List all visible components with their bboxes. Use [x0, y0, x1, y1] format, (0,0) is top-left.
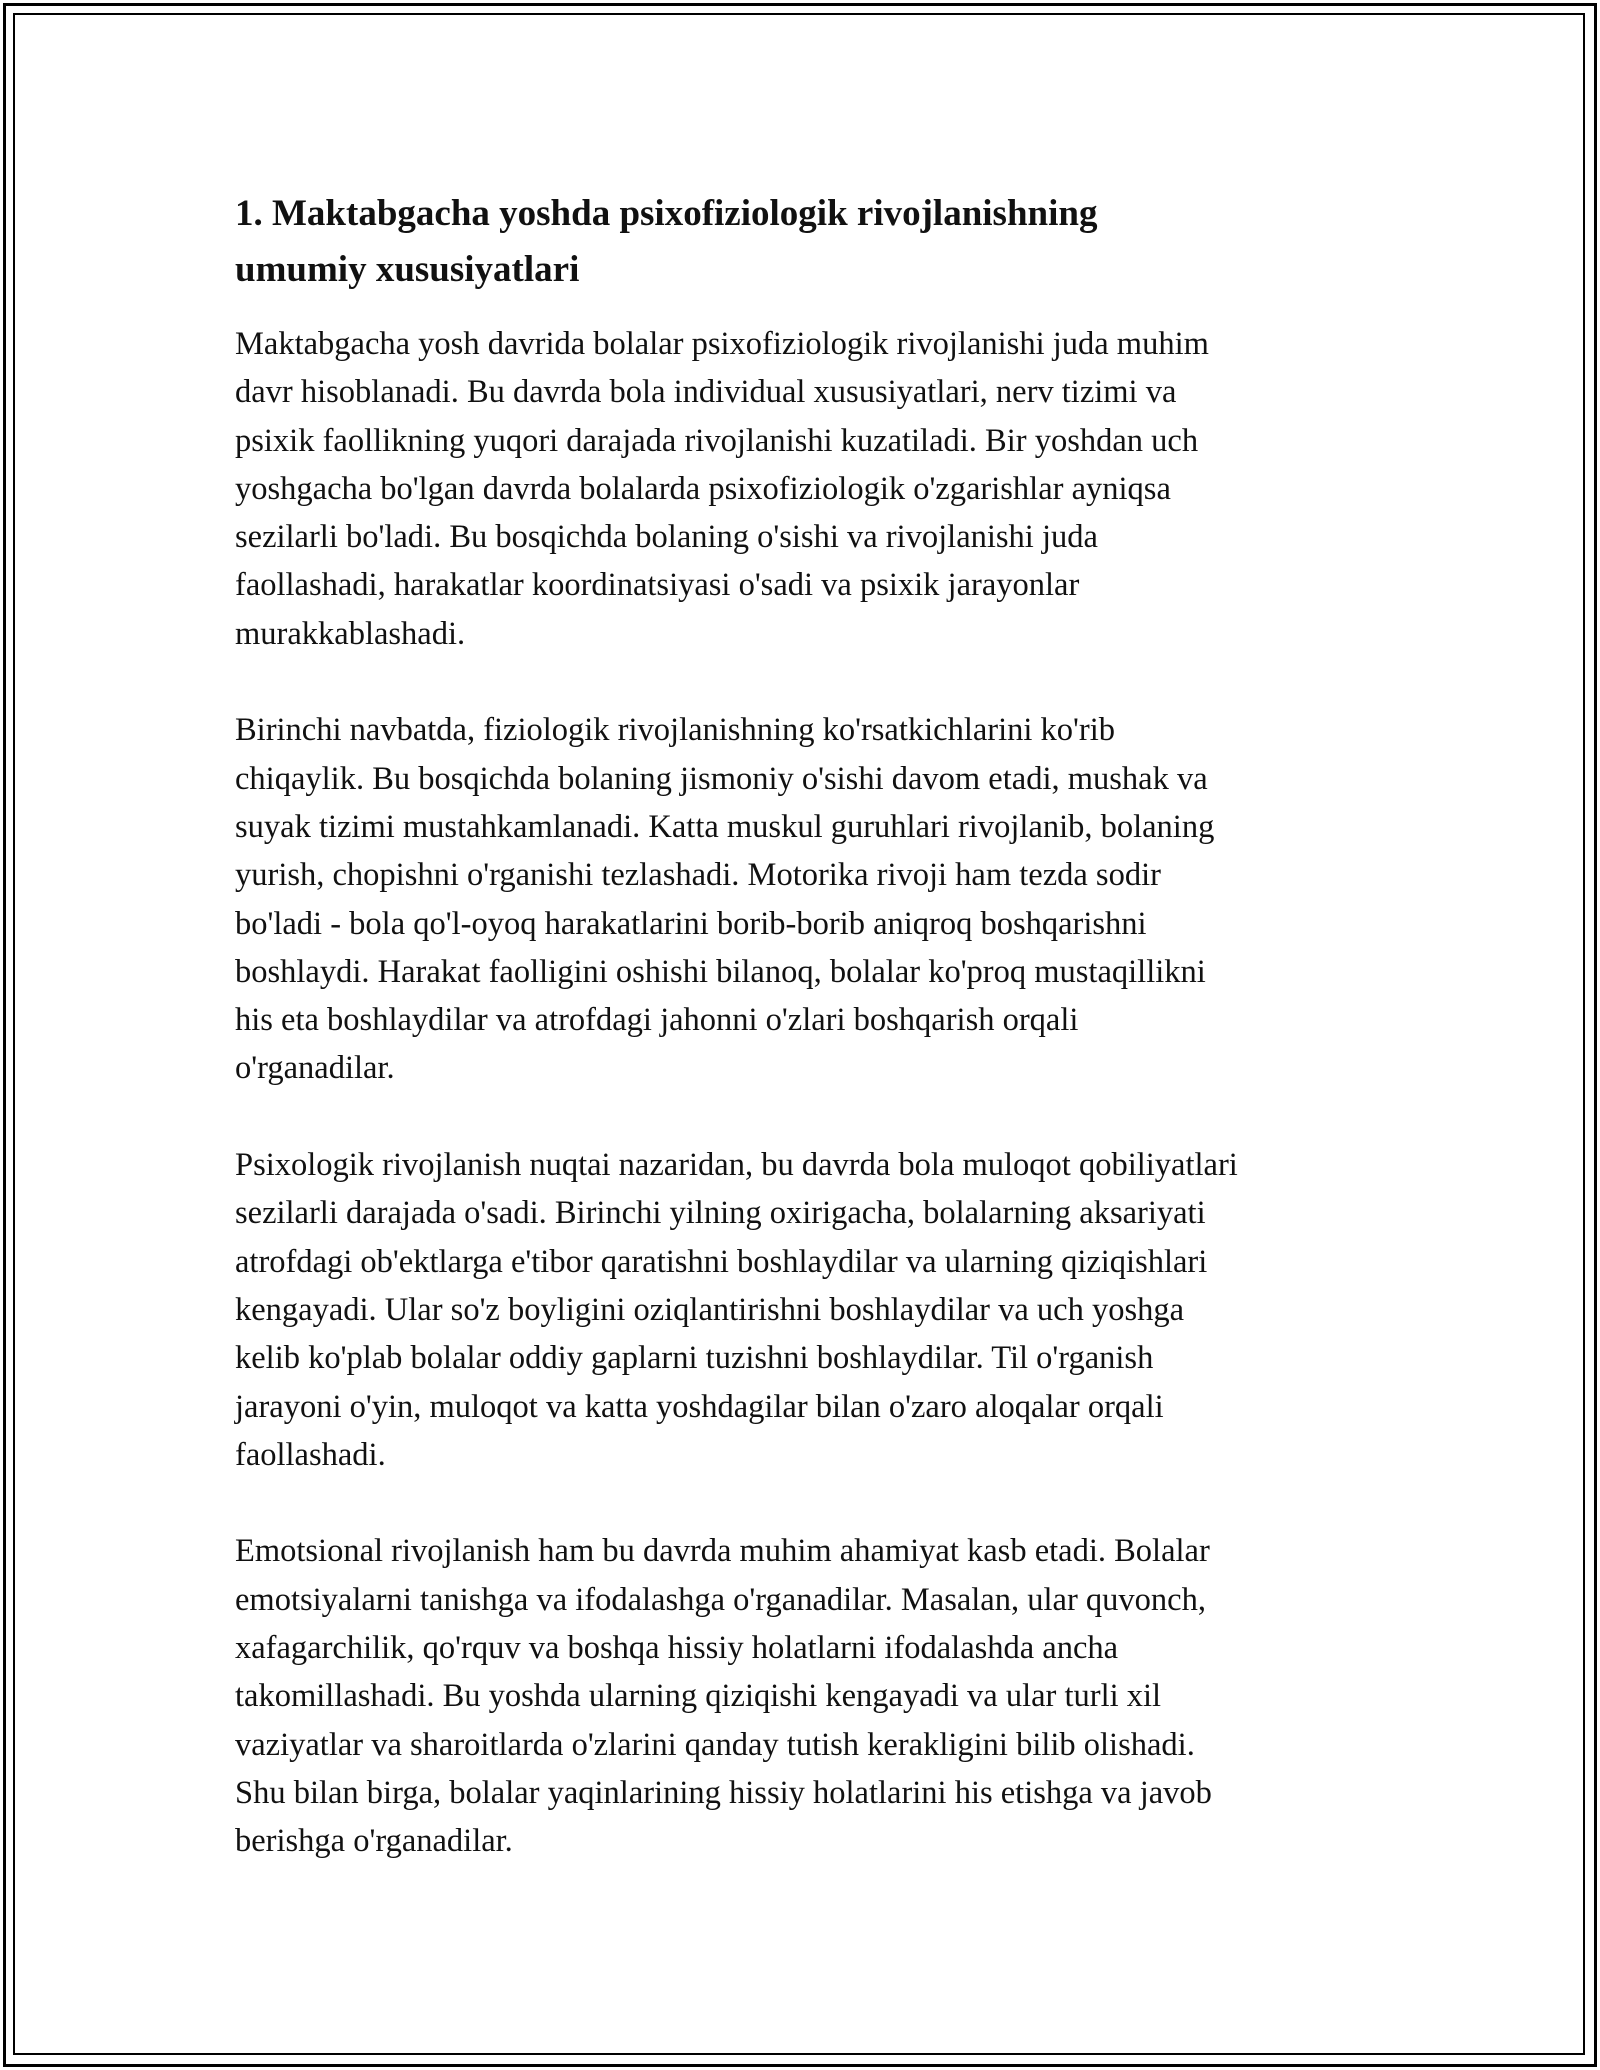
paragraph-1 — [235, 320, 1380, 658]
heading-line: umumiy xususiyatlari — [235, 249, 580, 290]
text-line: psixik faollikning yuqori darajada rivojlanishi kuzatiladi. Bir yoshdan uch — [235, 422, 1199, 459]
text-line: Emotsional rivojlanish ham bu davrda muhim ahamiyat kasb etadi. Bolalar — [235, 1533, 1210, 1570]
text-line: bo'ladi - bola qo'l-oyoq harakatlarini borib-borib aniqroq boshqarishni — [235, 905, 1147, 942]
text-line: faollashadi. — [235, 1436, 386, 1473]
text-line: berishga o'rganadilar. — [235, 1823, 513, 1860]
text-line: jarayoni o'yin, muloqot va katta yoshdagilar bilan o'zaro aloqalar orqali — [235, 1388, 1164, 1425]
text-line: yurish, chopishni o'rganishi tezlashadi. Motorika rivoji ham tezda sodir — [235, 857, 1161, 894]
text-line: his eta boshlaydilar va atrofdagi jahonni o'zlari boshqarish orqali — [235, 1002, 1079, 1039]
text-line: o'rganadilar. — [235, 1050, 395, 1087]
text-line: atrofdagi ob'ektlarga e'tibor qaratishni boshlaydilar va ularning qiziqishlari — [235, 1243, 1208, 1280]
section-heading — [235, 186, 1380, 298]
paragraph-4 — [235, 1527, 1380, 1865]
text-line: xafagarchilik, qo'rquv va boshqa hissiy holatlarni ifodalashda ancha — [235, 1630, 1119, 1667]
text-line: emotsiyalarni tanishga va ifodalashga o'rganadilar. Masalan, ular quvonch, — [235, 1581, 1206, 1618]
text-line: vaziyatlar va sharoitlarda o'zlarini qanday tutish kerakligini bilib olishadi. — [235, 1726, 1195, 1763]
text-line: sezilarli darajada o'sadi. Birinchi yilning oxirigacha, bolalarning aksariyati — [235, 1195, 1206, 1232]
paragraph-2 — [235, 706, 1380, 1092]
text-line: kengayadi. Ular so'z boyligini oziqlantirishni boshlaydilar va uch yoshga — [235, 1291, 1185, 1328]
document-body — [235, 186, 1380, 1866]
text-line: murakkablashadi. — [235, 615, 466, 652]
text-line: Shu bilan birga, bolalar yaqinlarining hissiy holatlarini his etishga va javob — [235, 1774, 1212, 1811]
text-line: sezilarli bo'ladi. Bu bosqichda bolaning o'sishi va rivojlanishi juda — [235, 519, 1098, 556]
text-line: faollashadi, harakatlar koordinatsiyasi o'sadi va psixik jarayonlar — [235, 567, 1080, 604]
text-line: boshlaydi. Harakat faolligini oshishi bilanoq, bolalar ko'proq mustaqillikni — [235, 953, 1206, 990]
paragraph-3 — [235, 1141, 1380, 1479]
text-line: davr hisoblanadi. Bu davrda bola individual xususiyatlari, nerv tizimi va — [235, 374, 1177, 411]
text-line: yoshgacha bo'lgan davrda bolalarda psixofiziologik o'zgarishlar ayniqsa — [235, 470, 1171, 507]
heading-line: 1. Maktabgacha yoshda psixofiziologik rivojlanishning — [235, 193, 1098, 234]
text-line: kelib ko'plab bolalar oddiy gaplarni tuzishni boshlaydilar. Til o'rganish — [235, 1340, 1154, 1377]
text-line: chiqaylik. Bu bosqichda bolaning jismoniy o'sishi davom etadi, mushak va — [235, 760, 1208, 797]
text-line: Maktabgacha yosh davrida bolalar psixofiziologik rivojlanishi juda muhim — [235, 326, 1209, 362]
text-line: Birinchi navbatda, fiziologik rivojlanishning ko'rsatkichlarini ko'rib — [235, 712, 1116, 749]
text-line: suyak tizimi mustahkamlanadi. Katta muskul guruhlari rivojlanib, bolaning — [235, 808, 1215, 845]
text-line: takomillashadi. Bu yoshda ularning qiziqishi kengayadi va ular turli xil — [235, 1678, 1162, 1715]
text-line: Psixologik rivojlanish nuqtai nazaridan, bu davrda bola muloqot qobiliyatlari — [235, 1147, 1238, 1184]
